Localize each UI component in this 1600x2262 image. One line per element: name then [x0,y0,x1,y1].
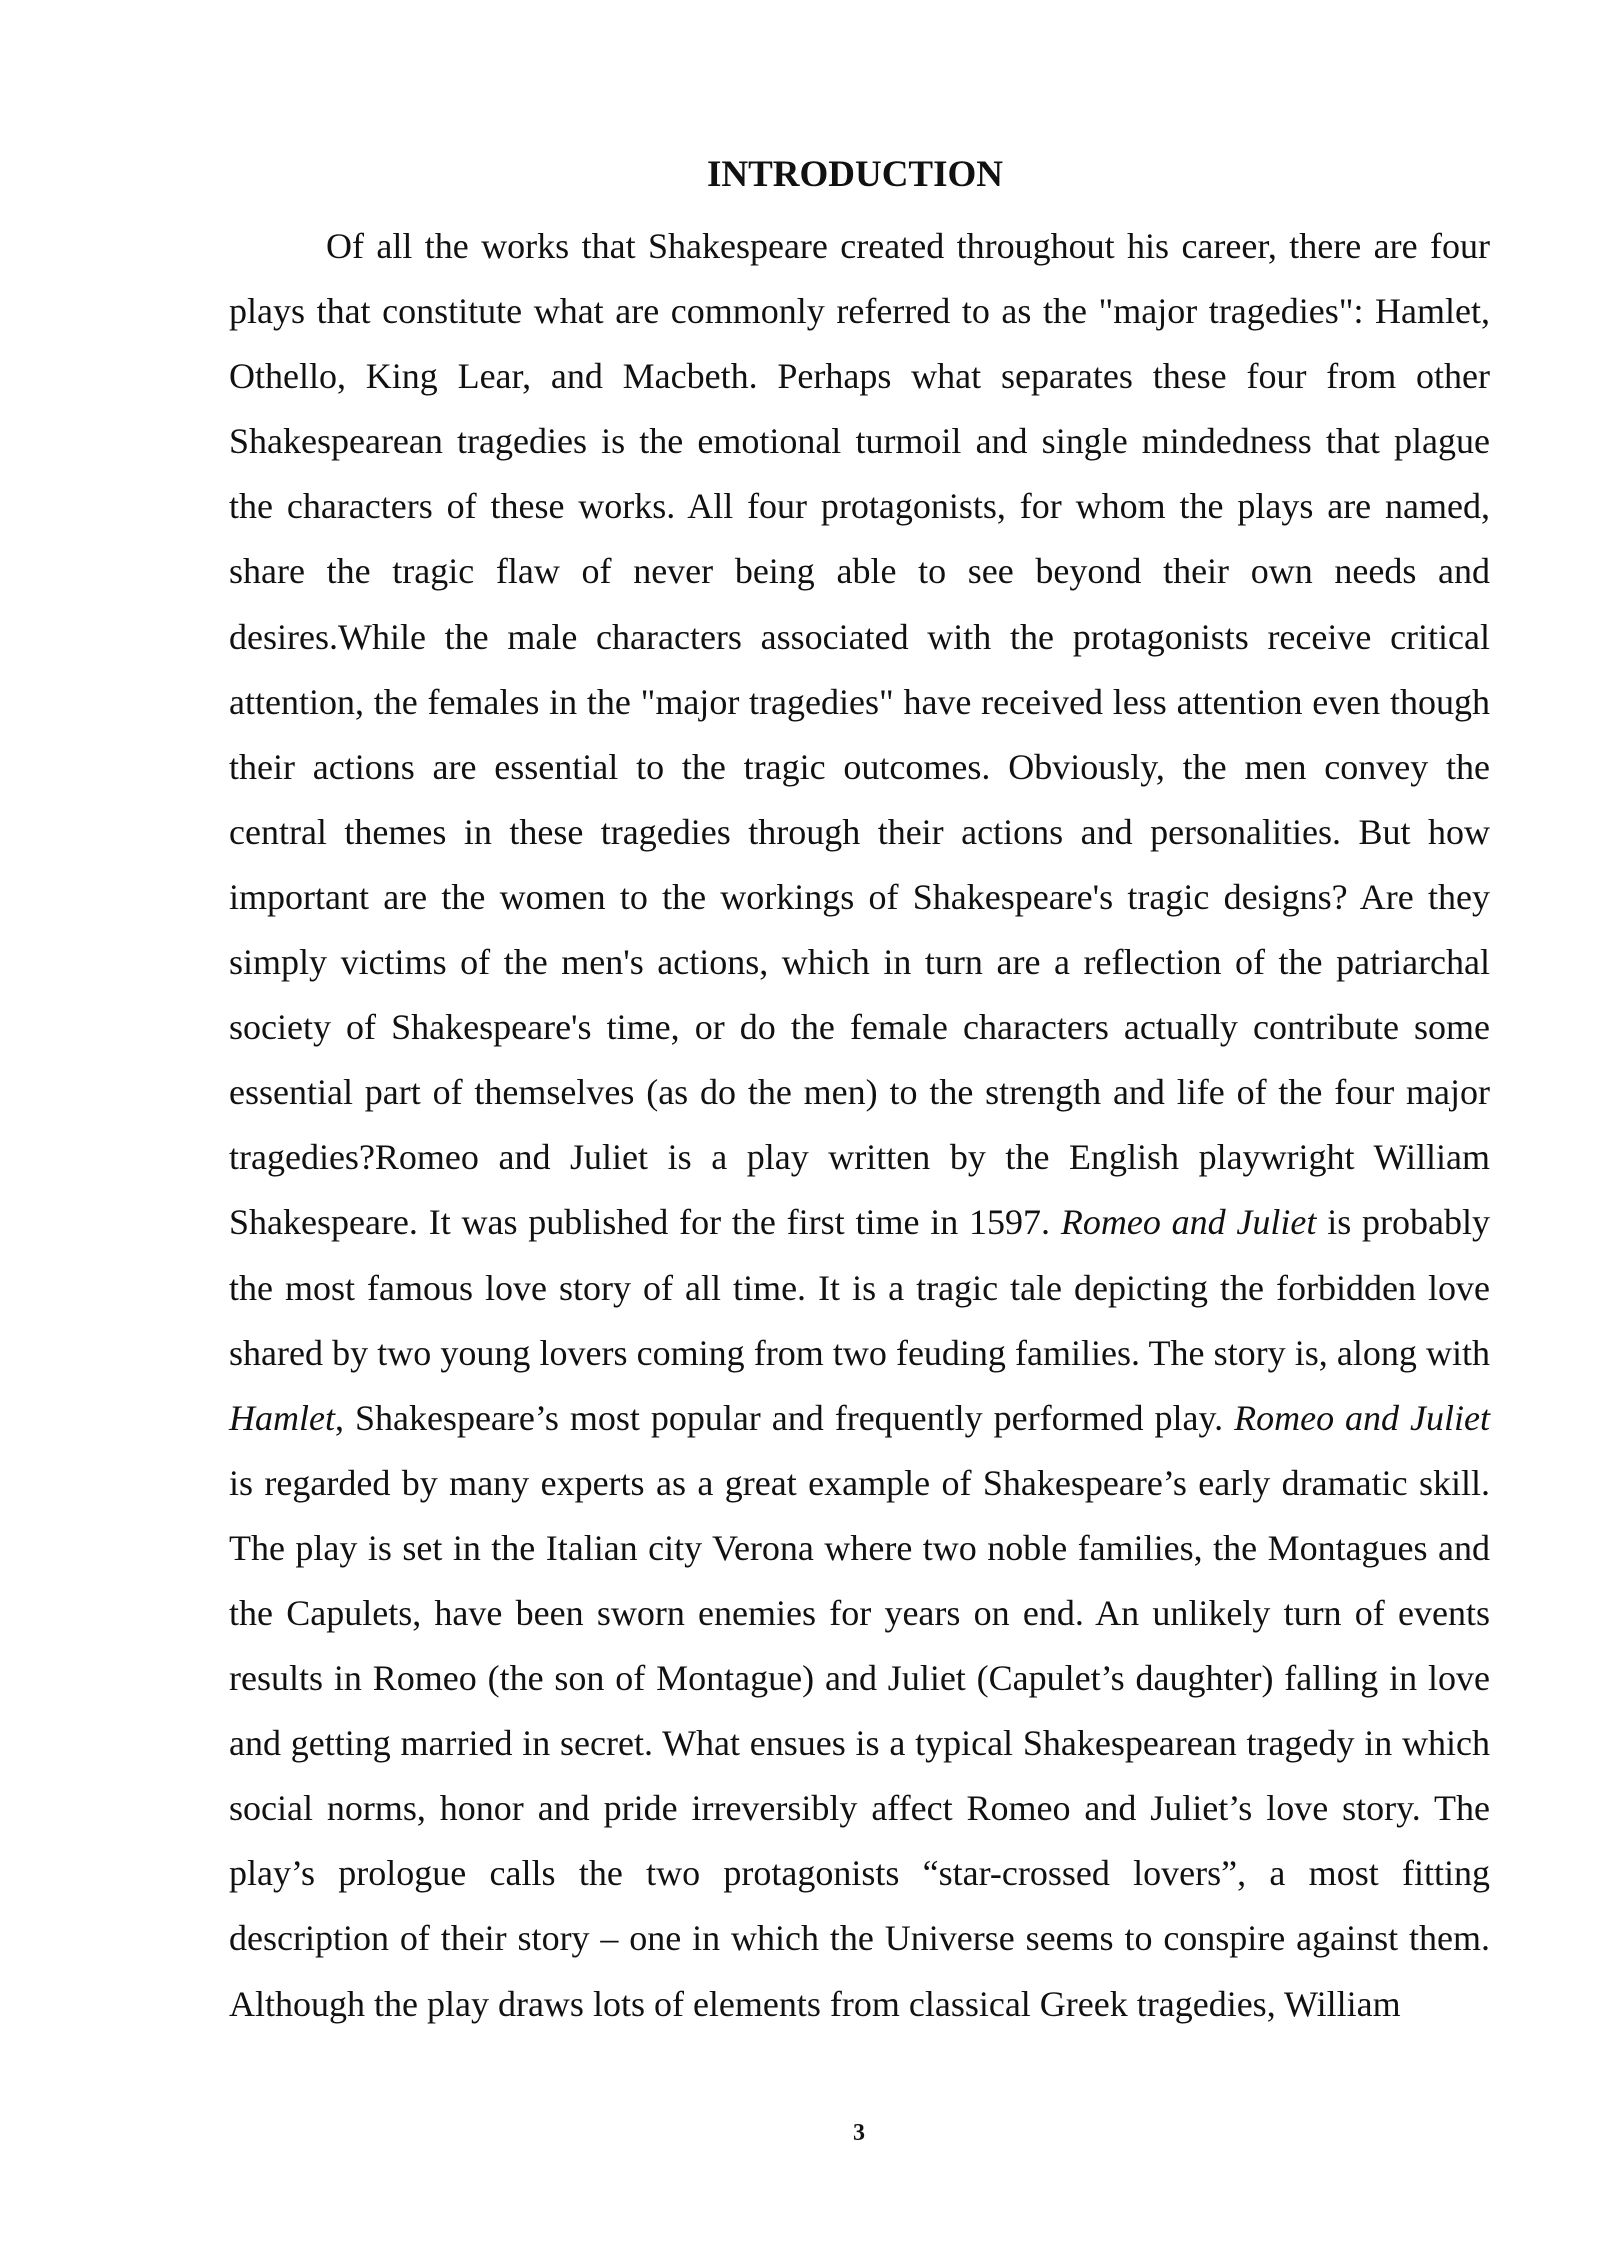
page-number: 3 [853,2120,865,2146]
text-run: Of all the works that Shakespeare created throughout his career, there are four plays that constitute what are commonly referred to as the "major tragedies": Hamlet, Othello, King Lear, and Macbeth. Perhaps what separates these four from other Shakespearean tragedies is the emotional turmoil and single mindedness that plague the characters of these works. All four protagonists, for whom the plays are named, share the tragic flaw of never being able to see beyond their own needs and desires.While the male characters associated with the protagonists receive critical attention, the females in the "major tragedies" have received less attention even though their actions are essential to the tragic outcomes. Obviously, the men convey the central themes in these tragedies through their actions and personalities. But how important are the women to the workings of Shakespeare's tragic designs? Are they simply victims of the men's actions, which in turn are a reflection of the patriarchal society of Shakespeare's time, or do the female characters actually contribute some essential part of themselves (as do the men) to the strength and life of the four major tragedies?Romeo and Juliet is a play written by the English playwright William Shakespeare. It was published for the first time in 1597. [229,226,1490,1243]
italic-title-romeo-and-juliet: Romeo and Juliet [1060,1202,1317,1243]
body-paragraph [229,214,1490,2037]
italic-title-hamlet: Hamlet [229,1397,335,1438]
text-run: is regarded by many experts as a great example of Shakespeare’s early dramatic skill. The play is set in the Italian city Verona where two noble families, the Montagues and the Capulets, have been sworn enemies for years on end. An unlikely turn of events results in Romeo (the son of Montague) and Juliet (Capulet’s daughter) falling in love and getting married in secret. What ensues is a typical Shakespearean tragedy in which social norms, honor and pride irreversibly affect Romeo and Juliet’s love story. The play’s prologue calls the two protagonists “star-crossed lovers”, a most fitting description of their story – one in which the Universe seems to conspire against them. Although the play draws lots of elements from classical Greek tragedies, William [229,1462,1490,2024]
text-run: , Shakespeare’s most popular and frequently performed play. [334,1397,1235,1438]
italic-title-romeo-and-juliet: Romeo and Juliet [1234,1397,1490,1438]
text-run: is probably the most famous love story of all time. It is a tragic tale depicting the forbidden love shared by two young lovers coming from two feuding families. The story is, along with [229,1202,1490,1373]
section-heading: INTRODUCTION [706,154,1004,195]
